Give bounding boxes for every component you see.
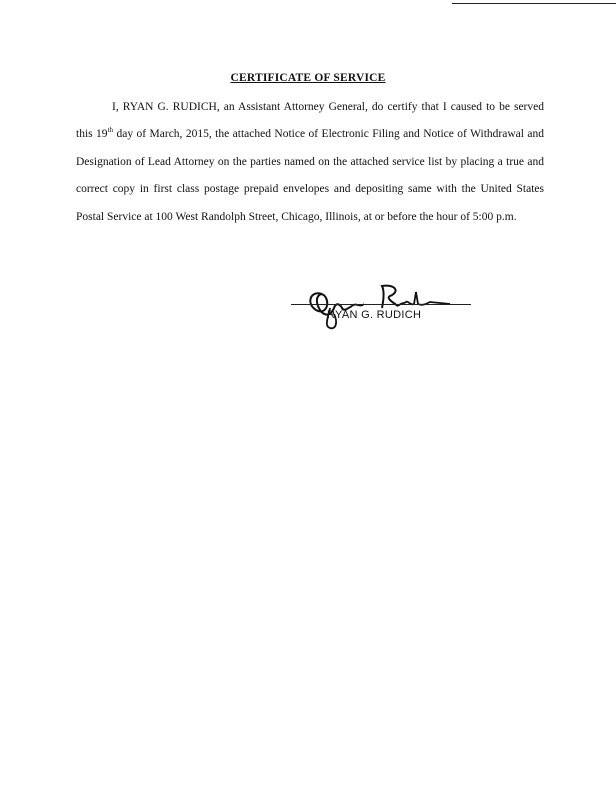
top-edge-rule bbox=[452, 3, 616, 4]
paragraph-text-end: day of March, 2015, the attached Notice of Electronic Filing and Notice of Withdrawal and Designation of Lead Attorney on the parties named on the attached service list by placing a true and correct copy in first class postage prepaid envelopes and depositing same with the United States Postal Service at 100 West Randolph Street, Chicago, Illinois, at or before the hour of 5:00 p.m. bbox=[76, 128, 544, 223]
certificate-paragraph bbox=[76, 94, 544, 231]
signer-printed-name: RYAN G. RUDICH bbox=[327, 309, 422, 321]
document-title: CERTIFICATE OF SERVICE bbox=[230, 72, 386, 84]
handwritten-signature bbox=[300, 278, 470, 332]
paragraph-text-start: I, RYAN G. RUDICH, an Assistant Attorney General, do certify that I caused to be served this 19 bbox=[76, 101, 544, 141]
ordinal-suffix: th bbox=[107, 126, 114, 135]
signature-line bbox=[291, 304, 471, 305]
